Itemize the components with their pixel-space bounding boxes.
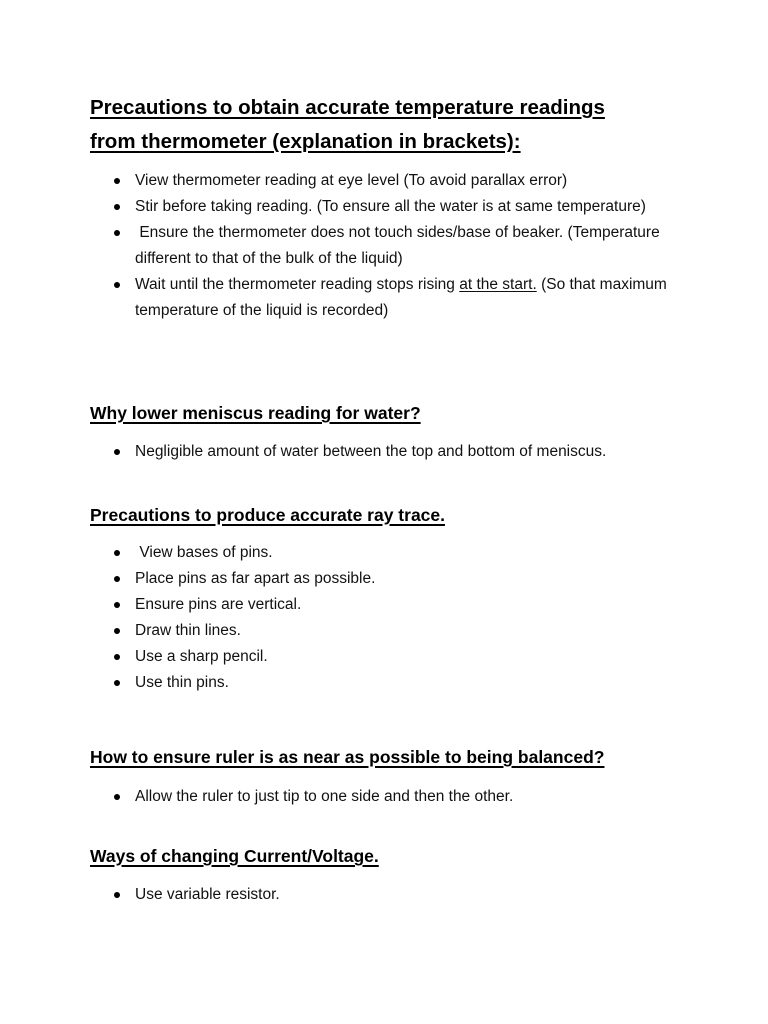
bullet-list — [90, 784, 690, 810]
bullet-icon — [114, 576, 120, 582]
section-thermometer-precautions — [90, 91, 690, 324]
bullet-list — [90, 882, 690, 908]
bullet-icon — [114, 628, 120, 634]
bullet-list — [90, 439, 690, 465]
list-item-text-after: (So that maximum temperature of the liquid is recorded) — [135, 276, 672, 319]
list-item-text: Place pins as far apart as possible. — [135, 570, 376, 587]
list-item-text: Use variable resistor. — [135, 886, 280, 903]
bullet-icon — [114, 794, 120, 800]
list-item — [90, 618, 690, 644]
list-item-text: Ensure pins are vertical. — [135, 596, 302, 613]
section-ruler-balance — [90, 745, 690, 810]
list-item — [90, 272, 690, 324]
section-heading: Precautions to produce accurate ray trace. — [90, 505, 445, 525]
list-item — [90, 670, 690, 696]
section-heading — [90, 91, 690, 159]
bullet-icon — [114, 602, 120, 608]
section-ray-trace — [90, 503, 690, 696]
list-item-text: Allow the ruler to just tip to one side and then the other. — [135, 788, 514, 805]
list-item — [90, 194, 690, 220]
heading-line-2: from thermometer (explanation in brackets): — [90, 130, 521, 153]
bullet-icon — [114, 654, 120, 660]
list-item-text: Draw thin lines. — [135, 622, 241, 639]
list-item-text: Ensure the thermometer does not touch sides/base of beaker. (Temperature different to that of the bulk of the liquid) — [135, 224, 665, 267]
bullet-icon — [114, 178, 120, 184]
list-item — [90, 566, 690, 592]
list-item-text-underlined: at the start. — [459, 276, 537, 293]
list-item-text: View bases of pins. — [135, 544, 273, 561]
list-item — [90, 592, 690, 618]
bullet-list — [90, 540, 690, 696]
list-item — [90, 540, 690, 566]
section-heading: Why lower meniscus reading for water? — [90, 403, 421, 423]
list-item-text: Use a sharp pencil. — [135, 648, 268, 665]
bullet-icon — [114, 449, 120, 455]
section-heading: Ways of changing Current/Voltage. — [90, 846, 379, 866]
bullet-icon — [114, 892, 120, 898]
bullet-icon — [114, 204, 120, 210]
list-item-text: View thermometer reading at eye level (To avoid parallax error) — [135, 172, 568, 189]
list-item-text: Stir before taking reading. (To ensure all the water is at same temperature) — [135, 198, 646, 215]
bullet-icon — [114, 680, 120, 686]
list-item-text: Negligible amount of water between the top and bottom of meniscus. — [135, 443, 607, 460]
list-item — [90, 439, 690, 465]
bullet-icon — [114, 230, 120, 236]
list-item — [90, 882, 690, 908]
list-item — [90, 220, 690, 272]
bullet-icon — [114, 282, 120, 288]
list-item-text-before: Wait until the thermometer reading stops rising — [135, 276, 460, 293]
list-item — [90, 644, 690, 670]
heading-line-1: Precautions to obtain accurate temperature readings — [90, 96, 605, 119]
list-item — [90, 168, 690, 194]
list-item — [90, 784, 690, 810]
bullet-list — [90, 168, 690, 324]
list-item-text: Use thin pins. — [135, 674, 229, 691]
section-heading: How to ensure ruler is as near as possible to being balanced? — [90, 747, 605, 767]
section-current-voltage — [90, 844, 690, 908]
section-meniscus — [90, 401, 690, 465]
bullet-icon — [114, 550, 120, 556]
